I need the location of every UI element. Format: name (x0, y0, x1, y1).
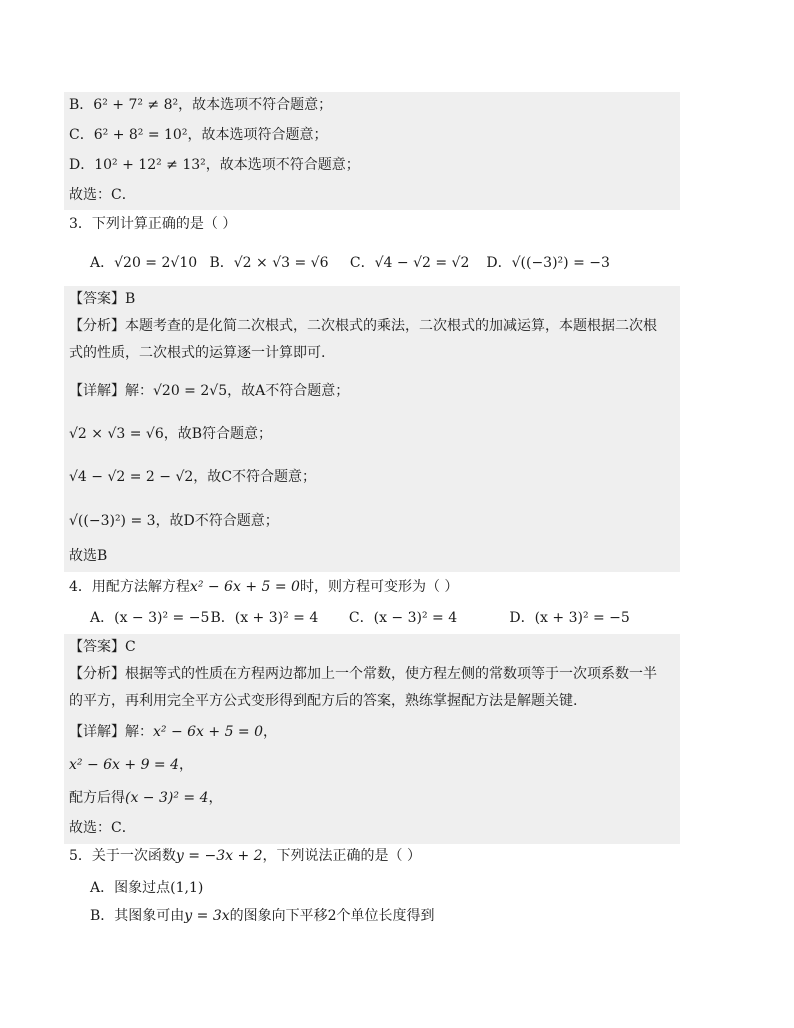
q4-detail-head: 【详解】解： (69, 724, 153, 740)
q2-line-b-prefix: B． (69, 97, 94, 113)
q2-line-c-math: 6² + 8² = 10² (93, 127, 188, 143)
q3-option-c-label: C． (349, 255, 375, 271)
q3-detail-c-math: √4 − √2 = 2 − √2 (69, 469, 194, 485)
q4-analysis-line-2: 的平方，再利用完全平方公式变形得到配方后的答案，熟练掌握配方法是解题关键. (69, 693, 578, 709)
q4-analysis-line-1: 【分析】根据等式的性质在方程两边都加上一个常数，使方程左侧的常数项等于一次项系数一半 (69, 666, 657, 682)
q4-stem-math: x² − 6x + 5 = 0 (189, 579, 300, 595)
q4-detail-2-tail: ， (179, 757, 194, 773)
q3-detail-a-text: ，故A不符合题意； (227, 383, 350, 399)
q2-line-b (69, 95, 332, 115)
q3-option-a (90, 253, 205, 273)
q3-detail-head: 【详解】解： (69, 383, 153, 399)
q3-detail-b-text: ，故B符合题意； (163, 426, 273, 442)
q3-detail-d-math: √((−3)²) = 3 (69, 513, 156, 529)
q3-detail-d-text: ，故D不符合题意； (155, 513, 279, 529)
q2-line-b-suffix: ，故本选项不符合题意； (178, 97, 333, 113)
q2-choose: 故选：C． (69, 187, 136, 203)
q5-stem-math: y = −3x + 2 (175, 848, 263, 864)
q3-analysis-line-2: 式的性质，二次根式的运算逐一计算即可. (69, 345, 326, 361)
q3-detail-b-math: √2 × √3 = √6 (69, 426, 164, 442)
q3-options (90, 253, 610, 273)
q3-detail-b (69, 424, 272, 444)
q3-detail-a (69, 381, 349, 401)
q4-detail-1 (69, 722, 277, 742)
q3-option-d-label: D． (486, 255, 512, 271)
q5-stem (69, 846, 421, 866)
q4-detail-2 (69, 755, 193, 775)
q4-stem (69, 577, 458, 597)
q4-detail-3-tail: ， (208, 790, 223, 806)
q3-option-d-math: √((−3)²) = −3 (511, 255, 610, 271)
q4-option-c: C．(x − 3)² = 4 (348, 610, 458, 626)
q2-line-d-suffix: ，故本选项不符合题意； (205, 157, 360, 173)
q5-option-a-math: (1,1) (170, 880, 204, 896)
q3-option-b-label: B． (209, 255, 234, 271)
q5-option-b-pre: B．其图象可由 (90, 908, 185, 924)
q5-option-b-post: 的图象向下平移2个单位长度得到 (229, 908, 435, 924)
q4-detail-1-math: x² − 6x + 5 = 0 (153, 724, 264, 740)
q2-line-d (69, 155, 360, 175)
q5-option-b (90, 906, 435, 926)
q3-answer: 【答案】B (69, 291, 136, 307)
q3-stem: 3．下列计算正确的是（ ） (69, 216, 237, 232)
q2-line-c-suffix: ，故本选项符合题意； (187, 127, 328, 143)
q3-option-c (350, 253, 482, 273)
q5-option-a-pre: A．图象过点 (90, 880, 171, 896)
q4-detail-3-pre: 配方后得 (69, 790, 125, 806)
q3-analysis-line-1: 【分析】本题考查的是化简二次根式，二次根式的乘法，二次根式的加减运算，本题根据二次根 (69, 318, 657, 334)
q4-detail-1-tail: ， (263, 724, 278, 740)
q3-option-b-math: √2 × √3 = √6 (233, 255, 329, 271)
q4-options (90, 608, 630, 628)
q4-option-b: B．(x + 3)² = 4 (210, 610, 319, 626)
q5-option-a (90, 878, 203, 898)
q3-detail-c-text: ，故C不符合题意； (193, 469, 317, 485)
q2-line-d-math: 10² + 12² ≠ 13² (94, 157, 206, 173)
q4-detail-3-math: (x − 3)² = 4 (125, 790, 209, 806)
q4-stem-post: 时，则方程可变形为（ ） (299, 579, 459, 595)
q3-option-c-math: √4 − √2 = √2 (374, 255, 470, 271)
q5-stem-pre: 5．关于一次函数 (69, 848, 176, 864)
q3-detail-c (69, 467, 316, 487)
q3-choose: 故选B (69, 548, 108, 564)
q2-line-d-prefix: D． (69, 157, 95, 173)
q5-stem-post: ，下列说法正确的是（ ） (262, 848, 421, 864)
q2-line-c-prefix: C． (69, 127, 94, 143)
q3-option-d (486, 253, 610, 273)
q3-detail-d (69, 511, 279, 531)
q2-line-c (69, 125, 327, 145)
q4-answer: 【答案】C (69, 639, 136, 655)
q2-line-b-math: 6² + 7² ≠ 8² (93, 97, 179, 113)
q3-option-a-math: √20 = 2√10 (114, 255, 198, 271)
q3-option-a-label: A． (90, 255, 115, 271)
q4-choose: 故选：C． (69, 820, 136, 836)
q4-stem-pre: 4．用配方法解方程 (69, 579, 190, 595)
q3-option-b (209, 253, 345, 273)
q4-option-d: D．(x + 3)² = −5 (509, 610, 630, 626)
q4-detail-3 (69, 788, 223, 808)
q4-option-a: A．(x − 3)² = −5 (90, 610, 210, 626)
q4-detail-2-math: x² − 6x + 9 = 4 (69, 757, 180, 773)
q3-detail-a-math: √20 = 2√5 (153, 383, 228, 399)
q5-option-b-math: y = 3x (184, 908, 230, 924)
